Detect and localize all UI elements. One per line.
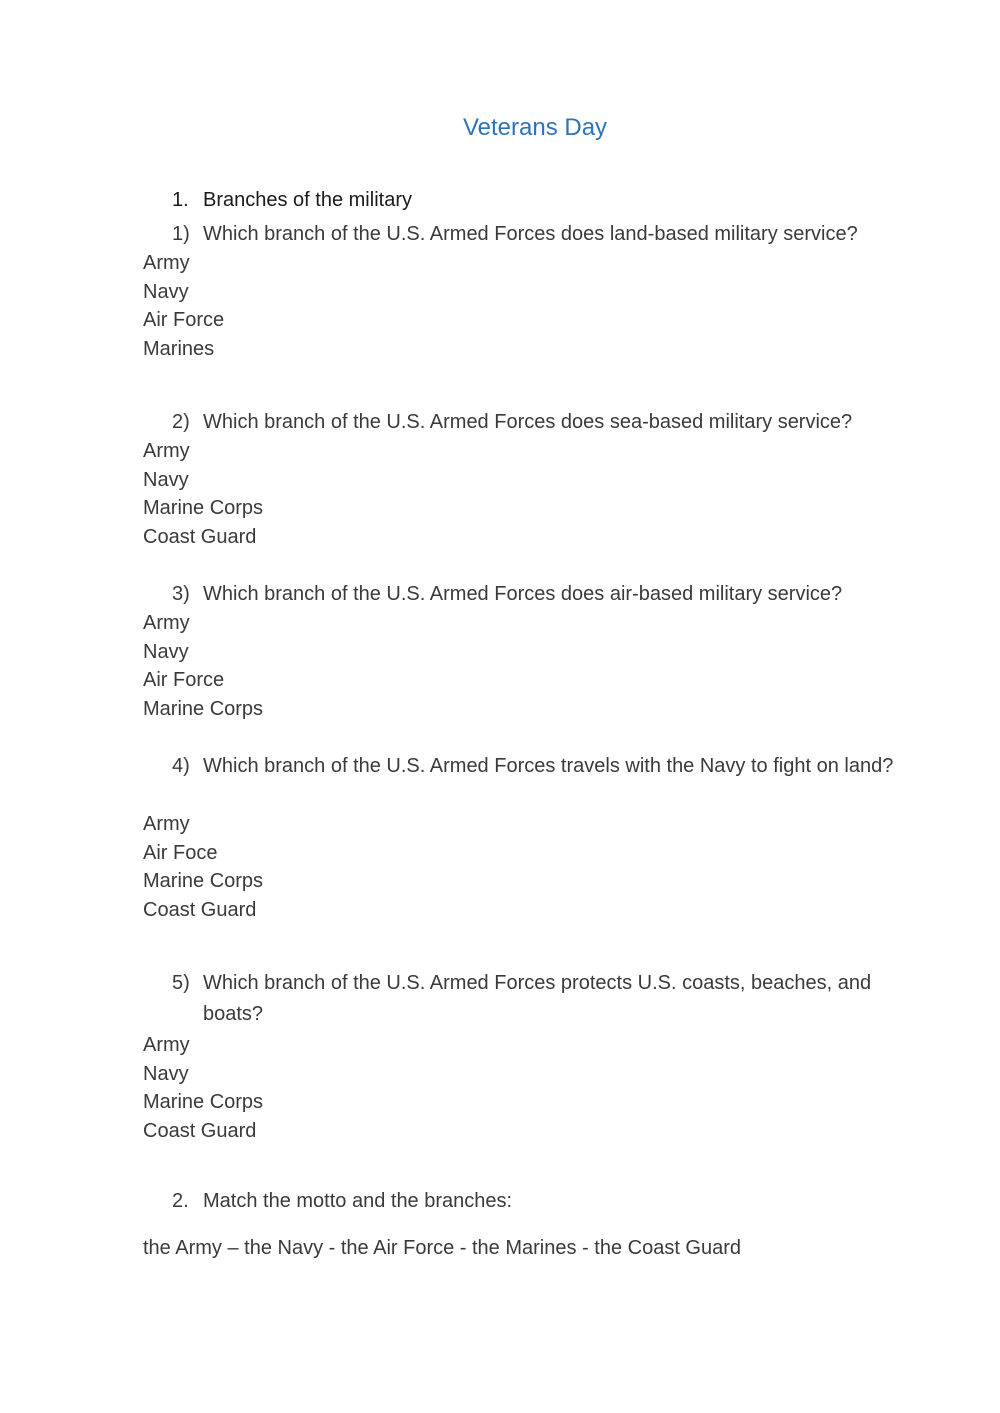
section-heading-text: Match the motto and the branches: (203, 1190, 513, 1212)
question-text: Which branch of the U.S. Armed Forces does sea-based military service? (203, 411, 853, 433)
answer-option[interactable]: Army (143, 612, 190, 634)
answer-options-2 (143, 437, 263, 552)
section-number: 1. (172, 189, 189, 211)
question-text: Which branch of the U.S. Armed Forces does air-based military service? (203, 583, 843, 605)
answer-option[interactable]: Coast Guard (143, 526, 257, 549)
answer-option[interactable]: Army (143, 252, 190, 274)
question-number: 3) (172, 583, 190, 605)
section-heading-match (172, 1190, 512, 1213)
answer-option[interactable]: Air Force (143, 309, 225, 332)
answer-option[interactable]: Marine Corps (143, 698, 264, 721)
question-4 (172, 752, 917, 781)
answer-option[interactable]: Marine Corps (143, 497, 264, 520)
question-number: 1) (172, 223, 190, 245)
answer-option[interactable]: Coast Guard (143, 1120, 257, 1143)
answer-option[interactable]: Navy (143, 1062, 189, 1085)
answer-options-4 (143, 810, 263, 925)
question-3 (172, 580, 917, 609)
page-title: Veterans Day (462, 114, 608, 141)
answer-option[interactable]: Marine Corps (143, 1091, 264, 1114)
answer-options-5 (143, 1031, 263, 1146)
answer-option[interactable]: Air Foce (143, 841, 218, 864)
answer-option[interactable]: Marines (143, 338, 215, 361)
section-heading-text: Branches of the military (203, 189, 412, 211)
answer-option[interactable]: Air Force (143, 669, 225, 692)
answer-option[interactable]: Navy (143, 280, 189, 303)
answer-option[interactable]: Army (143, 813, 190, 835)
answer-options-3 (143, 609, 263, 724)
question-5 (172, 968, 917, 1030)
question-number: 4) (172, 755, 190, 777)
answer-options-1 (143, 249, 224, 364)
answer-option[interactable]: Marine Corps (143, 870, 264, 893)
question-number: 2) (172, 411, 190, 433)
answer-option[interactable]: Army (143, 440, 190, 462)
question-text: Which branch of the U.S. Armed Forces does land-based military service? (203, 223, 858, 245)
section-number: 2. (172, 1190, 189, 1212)
answer-option[interactable]: Navy (143, 468, 189, 491)
question-text: Which branch of the U.S. Armed Forces travels with the Navy to fight on land? (203, 755, 894, 777)
answer-option[interactable]: Navy (143, 640, 189, 663)
answer-option[interactable]: Army (143, 1034, 190, 1056)
answer-option[interactable]: Coast Guard (143, 899, 257, 922)
branches-matching-line: the Army – the Navy - the Air Force - the Marines - the Coast Guard (143, 1237, 742, 1259)
question-number: 5) (172, 972, 190, 994)
question-text: Which branch of the U.S. Armed Forces protects U.S. coasts, beaches, and boats? (203, 972, 872, 1025)
question-2 (172, 408, 917, 437)
question-1 (172, 220, 917, 249)
section-heading-branches (172, 189, 412, 212)
